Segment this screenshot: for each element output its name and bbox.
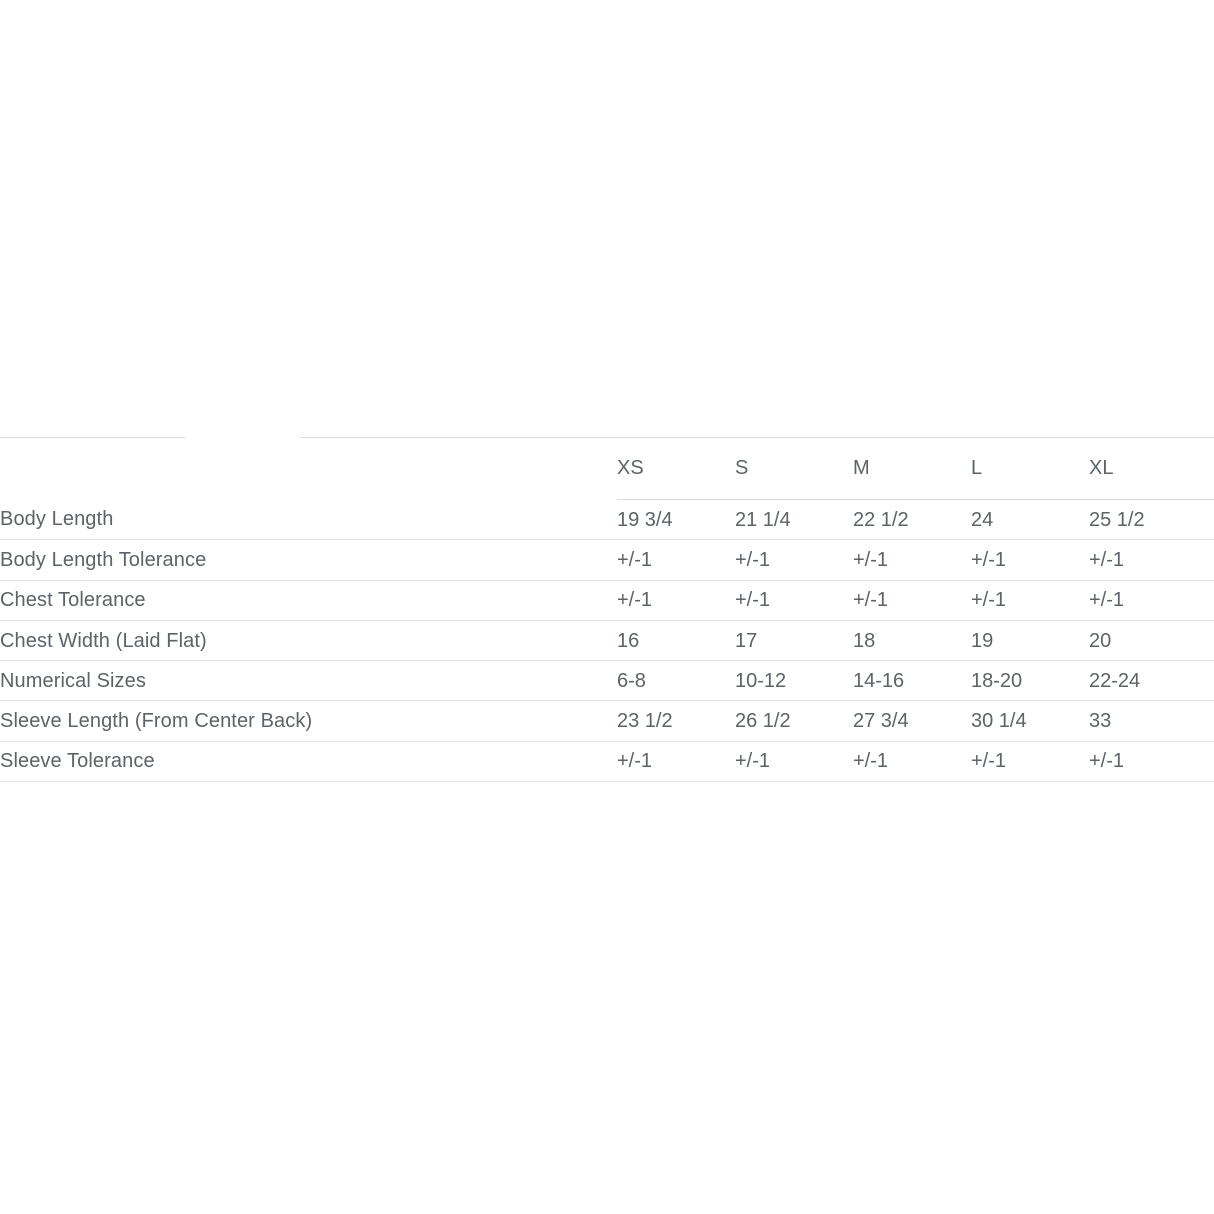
cell-s: 10-12 xyxy=(735,661,853,701)
table-row xyxy=(0,661,1214,701)
cell-m: +/-1 xyxy=(853,580,971,620)
cell-m: 18 xyxy=(853,620,971,660)
table-row xyxy=(0,741,1214,781)
cell-l: +/-1 xyxy=(971,540,1089,580)
cell-s: 21 1/4 xyxy=(735,500,853,540)
cell-xs: +/-1 xyxy=(617,540,735,580)
cell-l: 19 xyxy=(971,620,1089,660)
row-label: Numerical Sizes xyxy=(0,661,617,701)
row-label: Chest Width (Laid Flat) xyxy=(0,620,617,660)
cell-xl: 25 1/2 xyxy=(1089,500,1214,540)
cell-xs: 19 3/4 xyxy=(617,500,735,540)
table-row xyxy=(0,701,1214,741)
cell-l: 18-20 xyxy=(971,661,1089,701)
cell-m: 27 3/4 xyxy=(853,701,971,741)
size-chart-table xyxy=(0,437,1214,782)
cell-m: 22 1/2 xyxy=(853,500,971,540)
cell-l: 24 xyxy=(971,500,1089,540)
cell-xl: +/-1 xyxy=(1089,741,1214,781)
cell-xl: +/-1 xyxy=(1089,580,1214,620)
table-body xyxy=(0,500,1214,782)
row-label: Sleeve Tolerance xyxy=(0,741,617,781)
cell-xl: 33 xyxy=(1089,701,1214,741)
cell-xs: 6-8 xyxy=(617,661,735,701)
cell-l: 30 1/4 xyxy=(971,701,1089,741)
cell-xs: +/-1 xyxy=(617,741,735,781)
cell-m: +/-1 xyxy=(853,741,971,781)
cell-s: 17 xyxy=(735,620,853,660)
cell-m: +/-1 xyxy=(853,540,971,580)
top-rule-left xyxy=(0,437,185,438)
cell-s: +/-1 xyxy=(735,741,853,781)
table-row xyxy=(0,580,1214,620)
cell-l: +/-1 xyxy=(971,580,1089,620)
table-header xyxy=(0,437,1214,500)
cell-s: +/-1 xyxy=(735,540,853,580)
row-label: Chest Tolerance xyxy=(0,580,617,620)
cell-xl: 22-24 xyxy=(1089,661,1214,701)
row-label: Body Length Tolerance xyxy=(0,540,617,580)
cell-xs: +/-1 xyxy=(617,580,735,620)
column-header-xs: XS xyxy=(617,437,735,500)
column-header-xl: XL xyxy=(1089,437,1214,500)
row-label: Body Length xyxy=(0,500,617,540)
table-row xyxy=(0,540,1214,580)
header-row xyxy=(0,437,1214,500)
cell-m: 14-16 xyxy=(853,661,971,701)
row-label: Sleeve Length (From Center Back) xyxy=(0,701,617,741)
size-chart xyxy=(0,437,1214,782)
top-rule-right xyxy=(300,437,1214,438)
cell-s: +/-1 xyxy=(735,580,853,620)
column-header-s: S xyxy=(735,437,853,500)
column-header-measurement xyxy=(0,437,617,500)
column-header-m: M xyxy=(853,437,971,500)
cell-xl: +/-1 xyxy=(1089,540,1214,580)
cell-xs: 16 xyxy=(617,620,735,660)
cell-xs: 23 1/2 xyxy=(617,701,735,741)
cell-l: +/-1 xyxy=(971,741,1089,781)
cell-xl: 20 xyxy=(1089,620,1214,660)
table-row xyxy=(0,620,1214,660)
table-row xyxy=(0,500,1214,540)
column-header-l: L xyxy=(971,437,1089,500)
cell-s: 26 1/2 xyxy=(735,701,853,741)
